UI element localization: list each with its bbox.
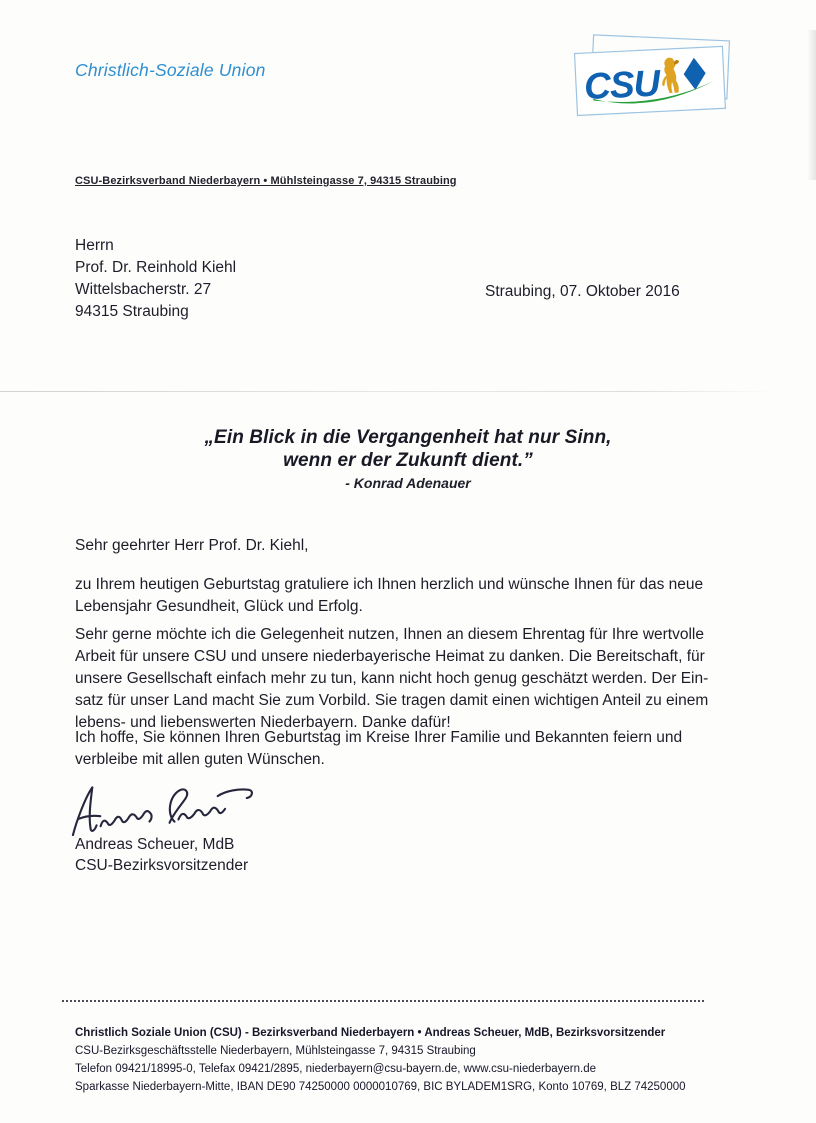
body-line: verbleibe mit allen guten Wünschen. [75,751,325,768]
scan-edge-shadow [807,30,816,180]
recipient-line: 94315 Straubing [75,303,189,320]
logo-wordmark: CSU [583,62,661,108]
body-line: Ich hoffe, Sie können Ihren Geburtstag im Kreise Ihrer Familie und Bekannten feiern und [75,729,683,746]
footer-block [75,1024,686,1096]
handwritten-signature [66,778,261,836]
paragraph-2 [75,624,708,734]
footer-line: Telefon 09421/18995-0, Telefax 09421/2895, niederbayern@csu-bayern.de, www.csu-niederbayern.de [75,1063,597,1075]
footer-line: Sparkasse Niederbayern-Mitte, IBAN DE90 74250000 0000010769, BIC BYLADEM1SRG, Konto 10769, BLZ 74250000 [75,1081,686,1093]
salutation: Sehr geehrter Herr Prof. Dr. Kiehl, [75,537,309,554]
recipient-line: Herrn [75,237,114,254]
paragraph-1 [75,574,703,618]
csu-logo [568,30,738,128]
body-line: Sehr gerne möchte ich die Gelegenheit nutzen, Ihnen an diesem Ehrentag für Ihre wertvolle [75,626,704,643]
signature-block [75,834,248,876]
body-line: zu Ihrem heutigen Geburtstag gratuliere ich Ihnen herzlich und wünsche Ihnen für das neue [75,576,704,593]
csu-logo-icon [568,30,738,128]
signer-name: Andreas Scheuer, MdB [75,836,235,853]
body-line: lebens- und liebenswerten Niederbayern. Danke dafür! [75,714,451,731]
date-line: Straubing, 07. Oktober 2016 [485,283,680,300]
recipient-line: Wittelsbacherstr. 27 [75,281,212,298]
body-line: Lebensjahr Gesundheit, Glück und Erfolg. [75,598,363,615]
signer-title: CSU-Bezirksvorsitzender [75,857,249,874]
paragraph-3 [75,727,682,771]
sender-return-address: CSU-Bezirksverband Niederbayern • Mühlsteingasse 7, 94315 Straubing [75,175,457,187]
recipient-line: Prof. Dr. Reinhold Kiehl [75,259,237,276]
quote-block [0,426,816,491]
footer-line: CSU-Bezirksgeschäftsstelle Niederbayern, Mühlsteingasse 7, 94315 Straubing [75,1045,476,1057]
org-name: Christlich-Soziale Union [75,60,266,80]
body-line: satz für unser Land macht Sie zum Vorbild. Sie tragen damit einen wichtigen Anteil zu einem [75,692,709,709]
recipient-address [75,235,236,323]
paper-fold-line [0,391,790,392]
dotted-separator [62,1000,704,1002]
body-line: unsere Gesellschaft einfach mehr zu tun, kann nicht hoch genug geschätzt werden. Der Ein- [75,670,709,687]
quote-line-1: „Ein Blick in die Vergangenheit hat nur Sinn, [204,427,612,448]
quote-line-2: wenn er der Zukunft dient.” [283,450,533,471]
quote-attribution: - Konrad Adenauer [345,475,471,491]
body-line: Arbeit für unsere CSU und unsere niederbayerische Heimat zu danken. Die Bereitschaft, für [75,648,705,665]
footer-line: Christlich Soziale Union (CSU) - Bezirksverband Niederbayern • Andreas Scheuer, MdB, Bezirksvorsitzender [75,1027,666,1039]
